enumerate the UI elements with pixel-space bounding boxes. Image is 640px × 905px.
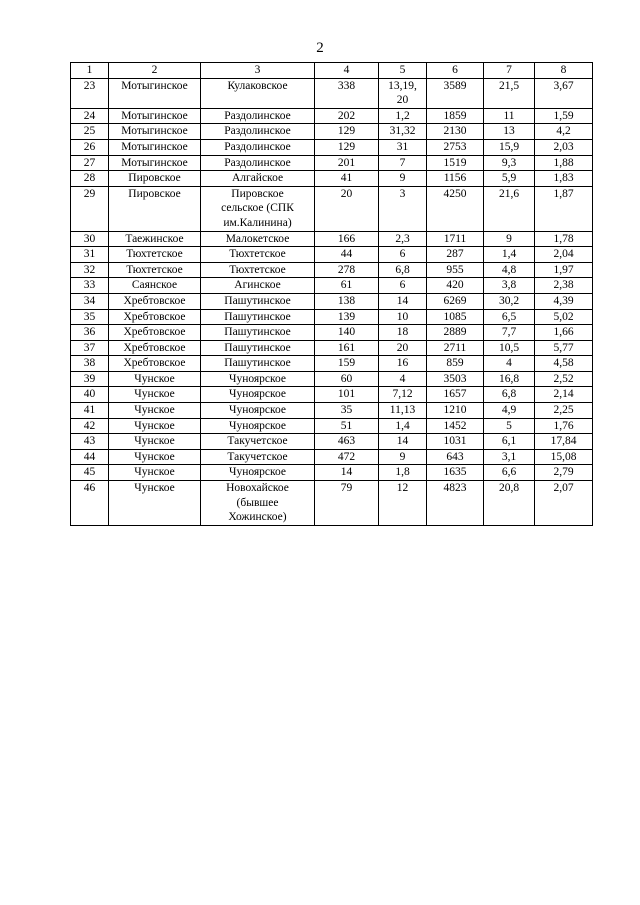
table-body [71, 78, 593, 525]
value-col8-cell: 1,76 [535, 418, 593, 434]
value-col6-cell: 420 [427, 278, 484, 294]
value-col6-cell: 3589 [427, 78, 484, 108]
municipality-cell: Агинское [201, 278, 315, 294]
value-col8-cell: 2,07 [535, 481, 593, 526]
row-number-cell: 38 [71, 356, 109, 372]
value-col6-cell: 1031 [427, 434, 484, 450]
district-cell: Тюхтетское [109, 247, 201, 263]
value-col6-cell: 2130 [427, 124, 484, 140]
row-number-cell: 45 [71, 465, 109, 481]
value-col4-cell: 35 [315, 403, 379, 419]
value-col8-cell: 2,14 [535, 387, 593, 403]
header-cell: 4 [315, 63, 379, 79]
value-col4-cell: 138 [315, 293, 379, 309]
value-col4-cell: 159 [315, 356, 379, 372]
value-col6-cell: 1711 [427, 231, 484, 247]
value-col6-cell: 1519 [427, 155, 484, 171]
value-col7-cell: 4,9 [484, 403, 535, 419]
value-col5-cell: 6 [379, 278, 427, 294]
table-row [71, 139, 593, 155]
table-row [71, 293, 593, 309]
row-number-cell: 46 [71, 481, 109, 526]
value-col4-cell: 140 [315, 325, 379, 341]
value-col4-cell: 201 [315, 155, 379, 171]
value-col6-cell: 1210 [427, 403, 484, 419]
municipality-cell: Пашутинское [201, 356, 315, 372]
table-row [71, 340, 593, 356]
municipality-cell: Раздолинское [201, 124, 315, 140]
district-cell: Мотыгинское [109, 78, 201, 108]
value-col5-cell: 9 [379, 449, 427, 465]
table-row [71, 78, 593, 108]
value-col7-cell: 9,3 [484, 155, 535, 171]
value-col7-cell: 4 [484, 356, 535, 372]
value-col4-cell: 129 [315, 124, 379, 140]
table-row [71, 171, 593, 187]
value-col8-cell: 2,25 [535, 403, 593, 419]
value-col4-cell: 161 [315, 340, 379, 356]
value-col4-cell: 20 [315, 186, 379, 231]
table-row [71, 309, 593, 325]
municipality-cell: Чуноярское [201, 387, 315, 403]
value-col6-cell: 2753 [427, 139, 484, 155]
municipality-cell: Пашутинское [201, 309, 315, 325]
municipality-cell: Чуноярское [201, 465, 315, 481]
value-col4-cell: 51 [315, 418, 379, 434]
value-col5-cell: 20 [379, 340, 427, 356]
table-row [71, 465, 593, 481]
value-col7-cell: 6,5 [484, 309, 535, 325]
row-number-cell: 26 [71, 139, 109, 155]
value-col8-cell: 2,38 [535, 278, 593, 294]
value-col4-cell: 202 [315, 108, 379, 124]
municipality-cell: Пировское сельское (СПК им.Калинина) [201, 186, 315, 231]
row-number-cell: 42 [71, 418, 109, 434]
value-col7-cell: 20,8 [484, 481, 535, 526]
district-cell: Пировское [109, 171, 201, 187]
row-number-cell: 30 [71, 231, 109, 247]
value-col6-cell: 1657 [427, 387, 484, 403]
value-col6-cell: 4250 [427, 186, 484, 231]
table-row [71, 155, 593, 171]
value-col4-cell: 463 [315, 434, 379, 450]
value-col6-cell: 643 [427, 449, 484, 465]
municipality-cell: Малокетское [201, 231, 315, 247]
value-col5-cell: 6 [379, 247, 427, 263]
value-col8-cell: 5,77 [535, 340, 593, 356]
header-cell: 5 [379, 63, 427, 79]
value-col4-cell: 44 [315, 247, 379, 263]
district-cell: Чунское [109, 418, 201, 434]
district-cell: Чунское [109, 434, 201, 450]
value-col6-cell: 6269 [427, 293, 484, 309]
table-row [71, 449, 593, 465]
district-cell: Чунское [109, 449, 201, 465]
district-cell: Хребтовское [109, 356, 201, 372]
table-row [71, 108, 593, 124]
row-number-cell: 27 [71, 155, 109, 171]
row-number-cell: 28 [71, 171, 109, 187]
municipality-cell: Такучетское [201, 449, 315, 465]
value-col6-cell: 4823 [427, 481, 484, 526]
district-cell: Чунское [109, 371, 201, 387]
header-cell: 3 [201, 63, 315, 79]
value-col4-cell: 60 [315, 371, 379, 387]
table-row [71, 371, 593, 387]
district-cell: Мотыгинское [109, 139, 201, 155]
value-col5-cell: 1,8 [379, 465, 427, 481]
header-cell: 2 [109, 63, 201, 79]
district-cell: Хребтовское [109, 293, 201, 309]
value-col7-cell: 11 [484, 108, 535, 124]
municipality-cell: Раздолинское [201, 139, 315, 155]
value-col5-cell: 31,32 [379, 124, 427, 140]
value-col6-cell: 1156 [427, 171, 484, 187]
value-col7-cell: 6,1 [484, 434, 535, 450]
value-col4-cell: 129 [315, 139, 379, 155]
district-cell: Чунское [109, 481, 201, 526]
row-number-cell: 44 [71, 449, 109, 465]
value-col7-cell: 7,7 [484, 325, 535, 341]
value-col8-cell: 15,08 [535, 449, 593, 465]
value-col8-cell: 1,88 [535, 155, 593, 171]
value-col8-cell: 2,52 [535, 371, 593, 387]
table-row [71, 278, 593, 294]
value-col7-cell: 5,9 [484, 171, 535, 187]
value-col8-cell: 1,78 [535, 231, 593, 247]
value-col6-cell: 1085 [427, 309, 484, 325]
value-col5-cell: 16 [379, 356, 427, 372]
value-col6-cell: 859 [427, 356, 484, 372]
row-number-cell: 43 [71, 434, 109, 450]
district-cell: Хребтовское [109, 340, 201, 356]
value-col8-cell: 2,04 [535, 247, 593, 263]
value-col5-cell: 6,8 [379, 262, 427, 278]
value-col7-cell: 4,8 [484, 262, 535, 278]
value-col7-cell: 9 [484, 231, 535, 247]
value-col5-cell: 31 [379, 139, 427, 155]
value-col5-cell: 7,12 [379, 387, 427, 403]
value-col6-cell: 1452 [427, 418, 484, 434]
value-col6-cell: 2711 [427, 340, 484, 356]
value-col8-cell: 1,83 [535, 171, 593, 187]
header-row [71, 63, 593, 79]
district-cell: Мотыгинское [109, 108, 201, 124]
value-col7-cell: 16,8 [484, 371, 535, 387]
value-col8-cell: 3,67 [535, 78, 593, 108]
value-col6-cell: 955 [427, 262, 484, 278]
municipality-cell: Раздолинское [201, 155, 315, 171]
row-number-cell: 29 [71, 186, 109, 231]
header-cell: 1 [71, 63, 109, 79]
table-row [71, 247, 593, 263]
table-row [71, 434, 593, 450]
row-number-cell: 35 [71, 309, 109, 325]
row-number-cell: 36 [71, 325, 109, 341]
municipality-cell: Кулаковское [201, 78, 315, 108]
row-number-cell: 23 [71, 78, 109, 108]
row-number-cell: 41 [71, 403, 109, 419]
row-number-cell: 32 [71, 262, 109, 278]
value-col6-cell: 1859 [427, 108, 484, 124]
value-col4-cell: 278 [315, 262, 379, 278]
municipality-cell: Чуноярское [201, 403, 315, 419]
value-col4-cell: 101 [315, 387, 379, 403]
page-number: 2 [316, 40, 324, 56]
row-number-cell: 40 [71, 387, 109, 403]
district-cell: Хребтовское [109, 325, 201, 341]
table-row [71, 481, 593, 526]
row-number-cell: 24 [71, 108, 109, 124]
value-col5-cell: 14 [379, 293, 427, 309]
value-col8-cell: 1,66 [535, 325, 593, 341]
value-col8-cell: 5,02 [535, 309, 593, 325]
row-number-cell: 39 [71, 371, 109, 387]
municipality-cell: Новохайское (бывшее Хожинское) [201, 481, 315, 526]
municipality-cell: Тюхтетское [201, 247, 315, 263]
municipality-cell: Раздолинское [201, 108, 315, 124]
value-col4-cell: 166 [315, 231, 379, 247]
value-col4-cell: 41 [315, 171, 379, 187]
table-row [71, 186, 593, 231]
value-col8-cell: 17,84 [535, 434, 593, 450]
district-cell: Чунское [109, 403, 201, 419]
value-col7-cell: 3,1 [484, 449, 535, 465]
district-cell: Чунское [109, 465, 201, 481]
value-col5-cell: 9 [379, 171, 427, 187]
value-col4-cell: 139 [315, 309, 379, 325]
value-col4-cell: 338 [315, 78, 379, 108]
table-row [71, 356, 593, 372]
value-col4-cell: 79 [315, 481, 379, 526]
value-col7-cell: 1,4 [484, 247, 535, 263]
municipality-cell: Пашутинское [201, 325, 315, 341]
value-col7-cell: 30,2 [484, 293, 535, 309]
value-col5-cell: 18 [379, 325, 427, 341]
row-number-cell: 34 [71, 293, 109, 309]
municipality-cell: Чуноярское [201, 418, 315, 434]
table-row [71, 262, 593, 278]
value-col7-cell: 13 [484, 124, 535, 140]
table-row [71, 418, 593, 434]
value-col8-cell: 1,97 [535, 262, 593, 278]
table-row [71, 325, 593, 341]
table-row [71, 387, 593, 403]
row-number-cell: 33 [71, 278, 109, 294]
row-number-cell: 31 [71, 247, 109, 263]
value-col7-cell: 21,5 [484, 78, 535, 108]
municipality-cell: Пашутинское [201, 340, 315, 356]
header-cell: 8 [535, 63, 593, 79]
municipality-cell: Тюхтетское [201, 262, 315, 278]
header-cell: 6 [427, 63, 484, 79]
value-col7-cell: 21,6 [484, 186, 535, 231]
municipality-cell: Алгайское [201, 171, 315, 187]
value-col4-cell: 472 [315, 449, 379, 465]
value-col7-cell: 3,8 [484, 278, 535, 294]
value-col8-cell: 4,39 [535, 293, 593, 309]
value-col7-cell: 15,9 [484, 139, 535, 155]
value-col8-cell: 4,2 [535, 124, 593, 140]
value-col6-cell: 287 [427, 247, 484, 263]
value-col8-cell: 2,03 [535, 139, 593, 155]
value-col8-cell: 4,58 [535, 356, 593, 372]
value-col7-cell: 6,6 [484, 465, 535, 481]
value-col4-cell: 61 [315, 278, 379, 294]
value-col5-cell: 10 [379, 309, 427, 325]
value-col5-cell: 2,3 [379, 231, 427, 247]
row-number-cell: 37 [71, 340, 109, 356]
row-number-cell: 25 [71, 124, 109, 140]
value-col6-cell: 2889 [427, 325, 484, 341]
value-col5-cell: 4 [379, 371, 427, 387]
data-table [70, 62, 593, 526]
value-col8-cell: 1,87 [535, 186, 593, 231]
value-col6-cell: 3503 [427, 371, 484, 387]
table-row [71, 403, 593, 419]
district-cell: Мотыгинское [109, 155, 201, 171]
value-col5-cell: 13,19, 20 [379, 78, 427, 108]
value-col7-cell: 10,5 [484, 340, 535, 356]
value-col4-cell: 14 [315, 465, 379, 481]
header-cell: 7 [484, 63, 535, 79]
value-col7-cell: 5 [484, 418, 535, 434]
district-cell: Тюхтетское [109, 262, 201, 278]
value-col6-cell: 1635 [427, 465, 484, 481]
value-col7-cell: 6,8 [484, 387, 535, 403]
table-row [71, 231, 593, 247]
value-col5-cell: 7 [379, 155, 427, 171]
value-col8-cell: 2,79 [535, 465, 593, 481]
value-col5-cell: 11,13 [379, 403, 427, 419]
value-col5-cell: 12 [379, 481, 427, 526]
district-cell: Хребтовское [109, 309, 201, 325]
table-row [71, 124, 593, 140]
value-col5-cell: 14 [379, 434, 427, 450]
district-cell: Пировское [109, 186, 201, 231]
district-cell: Саянское [109, 278, 201, 294]
district-cell: Таежинское [109, 231, 201, 247]
district-cell: Мотыгинское [109, 124, 201, 140]
value-col5-cell: 3 [379, 186, 427, 231]
value-col5-cell: 1,2 [379, 108, 427, 124]
municipality-cell: Такучетское [201, 434, 315, 450]
municipality-cell: Пашутинское [201, 293, 315, 309]
municipality-cell: Чуноярское [201, 371, 315, 387]
district-cell: Чунское [109, 387, 201, 403]
value-col5-cell: 1,4 [379, 418, 427, 434]
value-col8-cell: 1,59 [535, 108, 593, 124]
